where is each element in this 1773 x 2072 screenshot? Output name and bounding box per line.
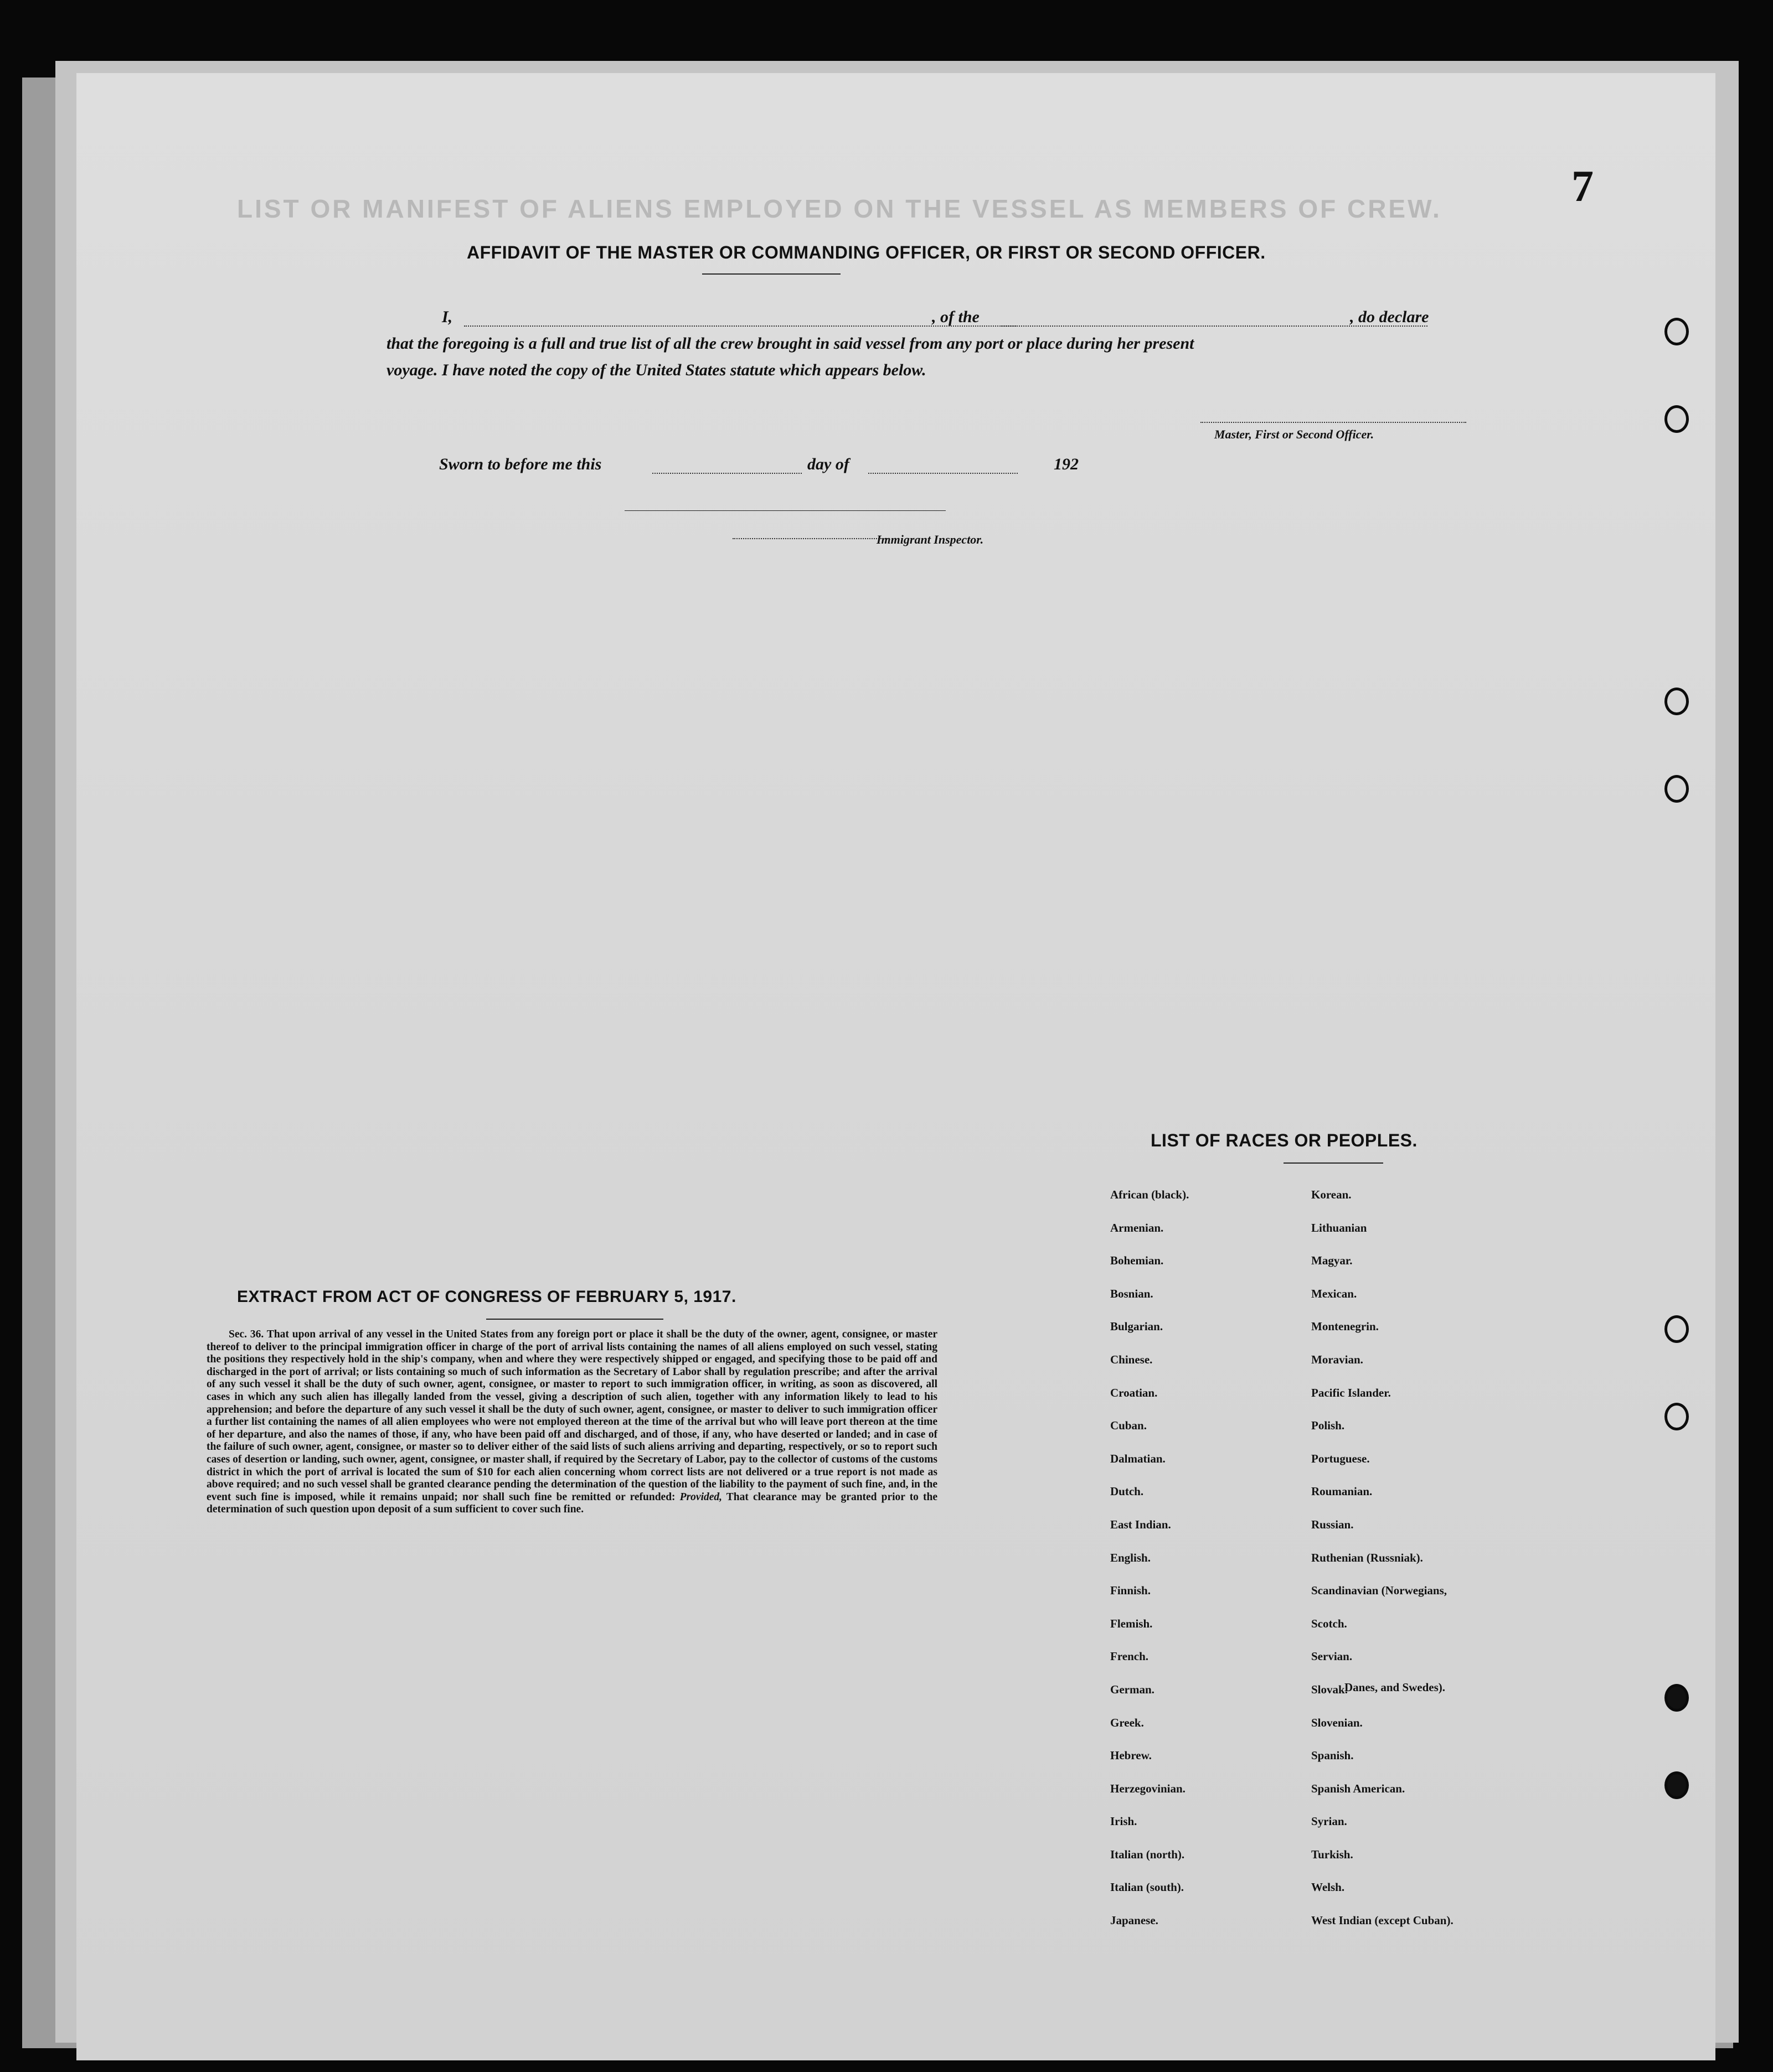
sworn-day-of: day of: [807, 455, 849, 473]
race-item: Greek.: [1110, 1716, 1144, 1729]
race-item: Bohemian.: [1110, 1254, 1164, 1268]
affidavit-line-2: that the foregoing is a full and true list of all the crew brought in said vessel from any port or place during her present: [386, 334, 1194, 353]
race-item: Spanish.: [1311, 1749, 1354, 1763]
affidavit-declare: , do declare: [1350, 308, 1429, 326]
race-item: Bosnian.: [1110, 1286, 1153, 1300]
race-item: Spanish American.: [1311, 1781, 1405, 1795]
race-item: Hebrew.: [1110, 1749, 1152, 1763]
race-item: Korean.: [1311, 1188, 1352, 1201]
race-item: Servian.: [1311, 1650, 1353, 1663]
extract-body: That upon arrival of any vessel in the United States from any foreign port or place it shall be the duty of the owner, agent, consignee, or master thereof to deliver to the principal immigration officer in charge of the port of arrival lists containing the names of all aliens employed on such vessel, stating the positions they respectively hold in the ship's company, when and where they were respectively shipped or engaged, and specifying those to be paid off and discharged in the port of arrival; or lists containing so much of such information as the Secretary of Labor shall by regulation prescribe; and after the arrival of any such vessel it shall be the duty of such owner, agent, consignee, or master to report to such immigration officer, in writing, as soon as discovered, all cases in which any such alien has illegally landed from the vessel, giving a description of such alien, together with any information likely to lead to his apprehension; and before the departure of any such vessel it shall be the duty of such owner, agent, consignee, or master to deliver to such immigration officer a further list containing the names of all alien employees who were not employed thereon at the time of the arrival but who will leave port thereon at the time of her departure, and also the names of those, if any, who have been paid off and discharged, and of those, if any, who have deserted or landed; and in case of the failure of such owner, agent, consignee, or master so to deliver either of the said lists of such aliens arriving and departing, respectively, or so to report such cases of desertion or landing, such owner, agent, consignee, or master shall, if required by the Secretary of Labor, pay to the collector of customs of the customs district in which the port of arrival is located the sum of $10 for each alien concerning whom correct lists are not delivered or a true report is not made as above required; and no such vessel shall be granted clearance pending the determination of the question of the liability to the payment of such fine, and, in the event such fine is imposed, while it remains unpaid; nor shall such fine be remitted or refunded:: [207, 1329, 938, 1503]
race-item: East Indian.: [1110, 1517, 1171, 1531]
race-item: Italian (south).: [1110, 1880, 1184, 1894]
race-item: Dutch.: [1110, 1485, 1144, 1499]
binder-hole-icon: [1664, 775, 1689, 803]
sworn-prefix: Sworn to before me this: [439, 455, 602, 473]
race-item: Moravian.: [1311, 1352, 1363, 1366]
race-item: Italian (north).: [1110, 1847, 1185, 1861]
race-item: Portuguese.: [1311, 1451, 1370, 1465]
race-item: Herzegovinian.: [1110, 1781, 1186, 1795]
affidavit-title: AFFIDAVIT OF THE MASTER OR COMMANDING OFFICER, OR FIRST OR SECOND OFFICER.: [467, 242, 1266, 262]
race-item: Pacific Islander.: [1311, 1386, 1391, 1399]
binder-hole-icon: [1664, 1403, 1689, 1430]
race-item: Dalmatian.: [1110, 1451, 1166, 1465]
race-item: Flemish.: [1110, 1616, 1153, 1630]
race-item: Finnish.: [1110, 1584, 1151, 1598]
race-item: Lithuanian: [1311, 1221, 1367, 1234]
race-item: Syrian.: [1311, 1815, 1347, 1828]
page-number-mark: 7: [1571, 162, 1594, 211]
race-item: Japanese.: [1110, 1914, 1158, 1928]
extract-proviso-word: Provided,: [679, 1491, 723, 1503]
races-underline: [1284, 1162, 1383, 1164]
race-item: Mexican.: [1311, 1286, 1357, 1300]
extract-underline: [486, 1319, 663, 1320]
race-item: Armenian.: [1110, 1221, 1164, 1234]
race-item-continuation: Danes, and Swedes).: [1344, 1681, 1446, 1694]
affidavit-i: I,: [442, 308, 453, 326]
affidavit-line-3: voyage. I have noted the copy of the United States statute which appears below.: [386, 361, 926, 379]
sworn-day-line: [652, 473, 802, 474]
extract-title: EXTRACT FROM ACT OF CONGRESS OF FEBRUARY 5, 1917.: [237, 1288, 736, 1306]
affidavit-of-the: , of the: [932, 308, 980, 326]
binder-hole-icon: [1664, 1771, 1689, 1799]
manifest-page: [76, 73, 1715, 2060]
inspector-line-2: [733, 538, 888, 539]
race-item: Cuban.: [1110, 1419, 1147, 1433]
race-item: Irish.: [1110, 1815, 1137, 1828]
race-item: African (black).: [1110, 1188, 1189, 1201]
binder-hole-icon: [1664, 318, 1689, 345]
race-item: Magyar.: [1311, 1254, 1353, 1268]
race-item: Bulgarian.: [1110, 1320, 1163, 1334]
race-item: Montenegrin.: [1311, 1320, 1379, 1334]
races-right-column: [1311, 1188, 1454, 1947]
race-item: English.: [1110, 1551, 1151, 1564]
sworn-month-line: [868, 473, 1018, 474]
race-item: West Indian (except Cuban).: [1311, 1914, 1454, 1928]
extract-section: Sec. 36.: [229, 1329, 264, 1340]
faint-header: LIST OR MANIFEST OF ALIENS EMPLOYED ON THE VESSEL AS MEMBERS OF CREW.: [237, 194, 1442, 223]
race-item: Chinese.: [1110, 1352, 1153, 1366]
binder-hole-icon: [1664, 1315, 1689, 1343]
race-item: French.: [1110, 1650, 1149, 1663]
race-item: German.: [1110, 1682, 1154, 1696]
race-item: Croatian.: [1110, 1386, 1158, 1399]
race-item: Polish.: [1311, 1419, 1345, 1433]
extract-proviso: That clearance may be granted prior to the determination of such question upon deposit of a sum sufficient to cover such fine.: [207, 1491, 938, 1516]
race-item: Slovak.: [1311, 1682, 1348, 1696]
race-item: Roumanian.: [1311, 1485, 1373, 1499]
race-item: Turkish.: [1311, 1847, 1353, 1861]
races-left-column: [1110, 1188, 1189, 1947]
race-item: Scandinavian (Norwegians,: [1311, 1584, 1447, 1598]
race-item: Welsh.: [1311, 1880, 1345, 1894]
race-item: Russian.: [1311, 1517, 1354, 1531]
race-item: Scotch.: [1311, 1616, 1347, 1630]
inspector-line-1: [625, 510, 946, 511]
races-title: LIST OF RACES OR PEOPLES.: [1151, 1130, 1418, 1150]
inspector-label: Immigrant Inspector.: [877, 533, 984, 546]
binder-hole-icon: [1664, 405, 1689, 433]
race-item: Ruthenian (Russniak).: [1311, 1551, 1423, 1564]
signature-line: [1200, 422, 1466, 423]
extract-text: [207, 1329, 937, 1516]
race-item: Slovenian.: [1311, 1716, 1363, 1729]
title-underline: [702, 273, 841, 275]
binder-hole-icon: [1664, 1684, 1689, 1712]
binder-hole-icon: [1664, 688, 1689, 715]
sworn-year: 192: [1054, 455, 1079, 473]
signature-label: Master, First or Second Officer.: [1214, 427, 1374, 441]
